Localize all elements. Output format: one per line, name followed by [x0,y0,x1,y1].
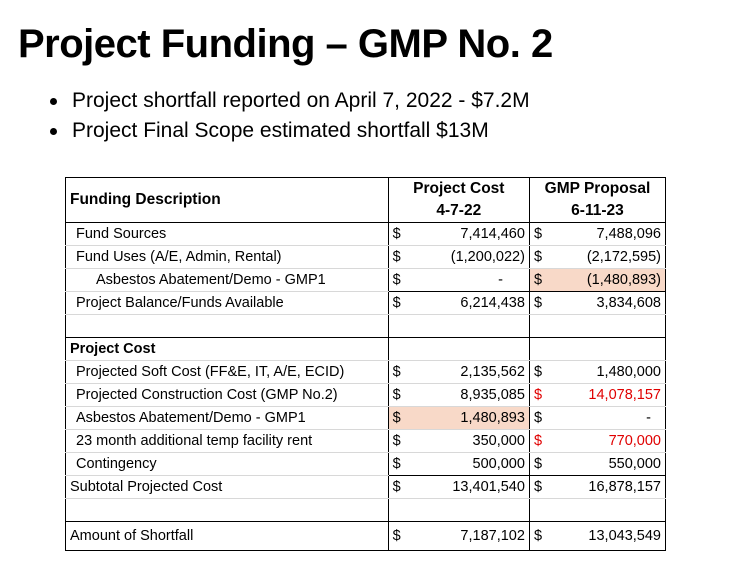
table-row [66,361,666,384]
currency-sign: $ [529,476,544,499]
cost-value: 350,000 [403,430,530,453]
currency-sign: $ [388,223,403,246]
currency-sign: $ [388,246,403,269]
table-row [66,430,666,453]
currency-sign: $ [388,430,403,453]
table-spacer-row [66,315,666,338]
gmp-value: 13,043,549 [544,522,665,551]
currency-sign: $ [529,407,544,430]
currency-sign: $ [529,269,544,292]
header-col1-date: 4-7-22 [388,200,529,223]
table-row [66,384,666,407]
currency-sign: $ [388,384,403,407]
row-label: Subtotal Projected Cost [66,476,389,499]
bullet-list [50,86,530,146]
header-col1-title: Project Cost [388,178,529,201]
currency-sign: $ [388,361,403,384]
gmp-value: 550,000 [544,453,665,476]
gmp-value-highlighted: (1,480,893) [544,269,665,292]
currency-sign: $ [529,522,544,551]
cost-value: 7,414,460 [403,223,530,246]
row-label: Project Balance/Funds Available [66,292,389,315]
currency-sign: $ [529,430,544,453]
funding-table-wrapper [65,177,666,551]
cost-value: 8,935,085 [403,384,530,407]
table-row [66,292,666,315]
row-label: Asbestos Abatement/Demo - GMP1 [66,407,389,430]
row-label: Projected Soft Cost (FF&E, IT, A/E, ECID) [66,361,389,384]
table-row [66,407,666,430]
gmp-value: 16,878,157 [544,476,665,499]
table-shortfall-row [66,522,666,551]
header-description: Funding Description [66,178,389,223]
currency-sign: $ [529,361,544,384]
gmp-value: 7,488,096 [544,223,665,246]
currency-sign: $ [529,223,544,246]
gmp-value: - [544,407,665,430]
bullet-item [50,86,530,116]
table-row [66,453,666,476]
currency-sign: $ [388,269,403,292]
cost-value-highlighted: 1,480,893 [403,407,530,430]
table-section-row [66,338,666,361]
cost-value: 7,187,102 [403,522,530,551]
page-title: Project Funding – GMP No. 2 [18,22,553,66]
funding-table [65,177,666,551]
currency-sign: $ [529,453,544,476]
bullet-text: Project Final Scope estimated shortfall $13M [72,119,489,142]
gmp-value: 1,480,000 [544,361,665,384]
currency-sign: $ [388,476,403,499]
section-label: Project Cost [66,338,389,361]
table-spacer-row [66,499,666,522]
header-col2-title: GMP Proposal [529,178,665,201]
gmp-value: 3,834,608 [544,292,665,315]
cost-value: - [403,269,530,292]
table-header-row [66,178,666,201]
gmp-value-red: 14,078,157 [544,384,665,407]
table-row [66,246,666,269]
gmp-value: (2,172,595) [544,246,665,269]
currency-sign: $ [388,292,403,315]
table-subtotal-row [66,476,666,499]
currency-sign: $ [388,522,403,551]
row-label: Fund Sources [66,223,389,246]
row-label: Contingency [66,453,389,476]
bullet-dot-icon [50,128,57,135]
row-label: Asbestos Abatement/Demo - GMP1 [66,269,389,292]
row-label: Amount of Shortfall [66,522,389,551]
bullet-dot-icon [50,98,57,105]
bullet-item [50,116,530,146]
row-label: 23 month additional temp facility rent [66,430,389,453]
table-row [66,223,666,246]
gmp-value-red: 770,000 [544,430,665,453]
cost-value: 2,135,562 [403,361,530,384]
cost-value: 13,401,540 [403,476,530,499]
row-label: Projected Construction Cost (GMP No.2) [66,384,389,407]
bullet-text: Project shortfall reported on April 7, 2022 - $7.2M [72,89,530,112]
row-label: Fund Uses (A/E, Admin, Rental) [66,246,389,269]
cost-value: 500,000 [403,453,530,476]
header-col2-date: 6-11-23 [529,200,665,223]
cost-value: (1,200,022) [403,246,530,269]
table-row [66,269,666,292]
currency-sign: $ [388,407,403,430]
currency-sign: $ [529,292,544,315]
currency-sign: $ [529,246,544,269]
currency-sign: $ [529,384,544,407]
currency-sign: $ [388,453,403,476]
cost-value: 6,214,438 [403,292,530,315]
